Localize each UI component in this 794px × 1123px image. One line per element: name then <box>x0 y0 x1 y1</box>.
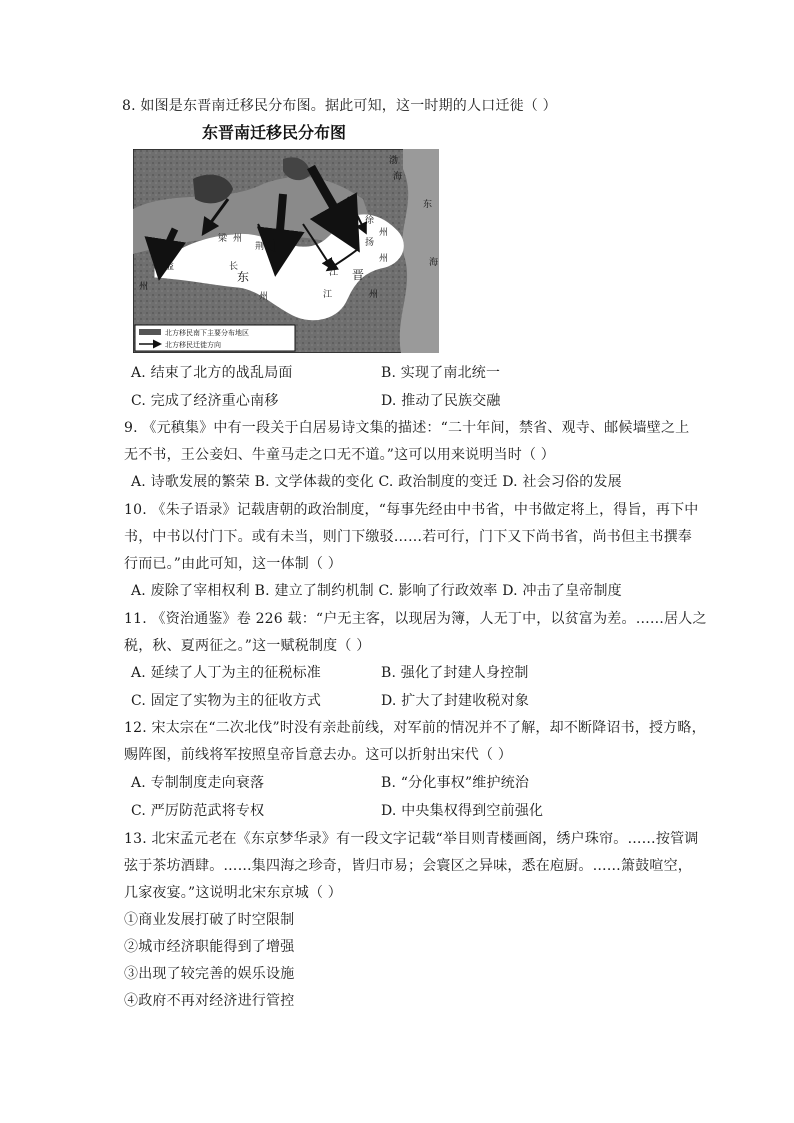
label-zhou: 州 <box>369 290 379 300</box>
q13-line-3: 几家夜宴。”这说明北宋东京城（ ） <box>124 885 343 901</box>
label-chang: 长 <box>229 262 239 272</box>
label-yi-zhou: 州 <box>139 282 149 292</box>
q11-option-d: D. 扩大了封建收税对象 <box>381 693 530 709</box>
q10-line-1: 10. 《朱子语录》记载唐朝的政治制度，“每事先经由中书省，中书做定将上，得旨，再下中 <box>124 502 699 518</box>
label-jiang: 江 <box>329 268 339 278</box>
label-hai: 海 <box>393 172 403 182</box>
label-jiang2: 江 <box>323 290 333 300</box>
q9-line-1: 9. 《元稹集》中有一段关于白居易诗文集的描述：“二十年间，禁省、观寺、邮候墙壁之上 <box>124 420 690 436</box>
map-title: 东晋南迁移民分布图 <box>202 123 347 142</box>
label-liang-zhou: 州 <box>233 234 243 244</box>
label-bo: 渤 <box>389 156 399 166</box>
q11-line-1: 11. 《资治通鉴》卷 226 载：“户无主客，以现居为簿，人无丁中，以贫富为差。……居人之 <box>124 611 707 627</box>
q9-options: A. 诗歌发展的繁荣 B. 文学体裁的变化 C. 政治制度的变迁 D. 社会习俗的发展 <box>131 474 622 490</box>
q13-line-2: 弦于茶坊酒肆。……集四海之珍奇，皆归市易；会寰区之异味，悉在庖厨。……箫鼓喧空， <box>124 858 692 874</box>
q11-option-a: A. 延续了人丁为主的征税标准 <box>131 665 322 681</box>
q12-option-d: D. 中央集权得到空前强化 <box>381 803 544 819</box>
migration-map <box>133 149 439 353</box>
label-yang: 扬 <box>365 238 375 248</box>
label-yi: 益 <box>165 262 175 272</box>
legend-area-label: 北方移民南下主要分布地区 <box>165 329 249 337</box>
q13-item-2: ②城市经济职能得到了增强 <box>124 939 295 955</box>
label-xu-zhou: 州 <box>379 228 389 238</box>
q11-line-2: 税，秋、夏两征之。”这一赋税制度（ ） <box>124 638 371 654</box>
label-jing-zhou: 州 <box>259 292 269 302</box>
q8-option-d: D. 推动了民族交融 <box>381 393 501 409</box>
q11-option-c: C. 固定了实物为主的征收方式 <box>131 693 322 709</box>
label-dong-sea: 东 <box>423 200 433 210</box>
label-liang: 梁 <box>218 234 228 244</box>
q12-option-a: A. 专制制度走向衰落 <box>131 775 265 791</box>
label-jing: 荆 <box>255 242 265 252</box>
q11-option-b: B. 强化了封建人身控制 <box>381 665 529 681</box>
legend-arrow-label: 北方移民迁徙方向 <box>165 341 221 349</box>
q13-line-1: 13. 北宋孟元老在《东京梦华录》有一段文字记载“举目则青楼画阁，绣户珠帘。……按管调 <box>124 831 699 847</box>
q13-item-4: ④政府不再对经济进行管控 <box>124 993 295 1009</box>
label-sea: 海 <box>429 258 439 268</box>
q9-line-2: 无不书，王公妾妇、牛童马走之口无不道。”这可以用来说明当时（ ） <box>124 447 556 463</box>
label-dong: 东 <box>237 270 250 284</box>
q12-option-b: B. “分化事权”维护统治 <box>381 775 530 791</box>
q12-option-c: C. 严厉防范武将专权 <box>131 803 265 819</box>
q13-item-3: ③出现了较完善的娱乐设施 <box>124 966 295 982</box>
q10-line-3: 行而已。”由此可知，这一体制（ ） <box>124 556 343 572</box>
q8-stem: 8. 如图是东晋南迁移民分布图。据此可知，这一时期的人口迁徙（ ） <box>122 98 557 114</box>
label-xu: 徐 <box>365 216 375 226</box>
label-jin: 晋 <box>352 268 365 282</box>
legend-area-swatch <box>139 329 161 335</box>
q12-line-1: 12. 宋太宗在“二次北伐”时没有亲赴前线，对军前的情况并不了解，却不断降诏书，授方略， <box>124 720 706 736</box>
label-yang-zhou: 州 <box>379 254 389 264</box>
q8-option-c: C. 完成了经济重心南移 <box>131 393 279 409</box>
q13-item-1: ①商业发展打破了时空限制 <box>124 912 295 928</box>
q8-option-a: A. 结束了北方的战乱局面 <box>131 365 293 381</box>
q10-options: A. 废除了宰相权利 B. 建立了制约机制 C. 影响了行政效率 D. 冲击了皇帝制度 <box>131 583 622 599</box>
q8-option-b: B. 实现了南北统一 <box>381 365 501 381</box>
q10-line-2: 书，中书以付门下。或有未当，则门下缴驳……若可行，门下又下尚书省，尚书但主书撰奉 <box>124 529 692 545</box>
q12-line-2: 赐阵图，前线将军按照皇帝旨意去办。这可以折射出宋代（ ） <box>124 747 513 763</box>
